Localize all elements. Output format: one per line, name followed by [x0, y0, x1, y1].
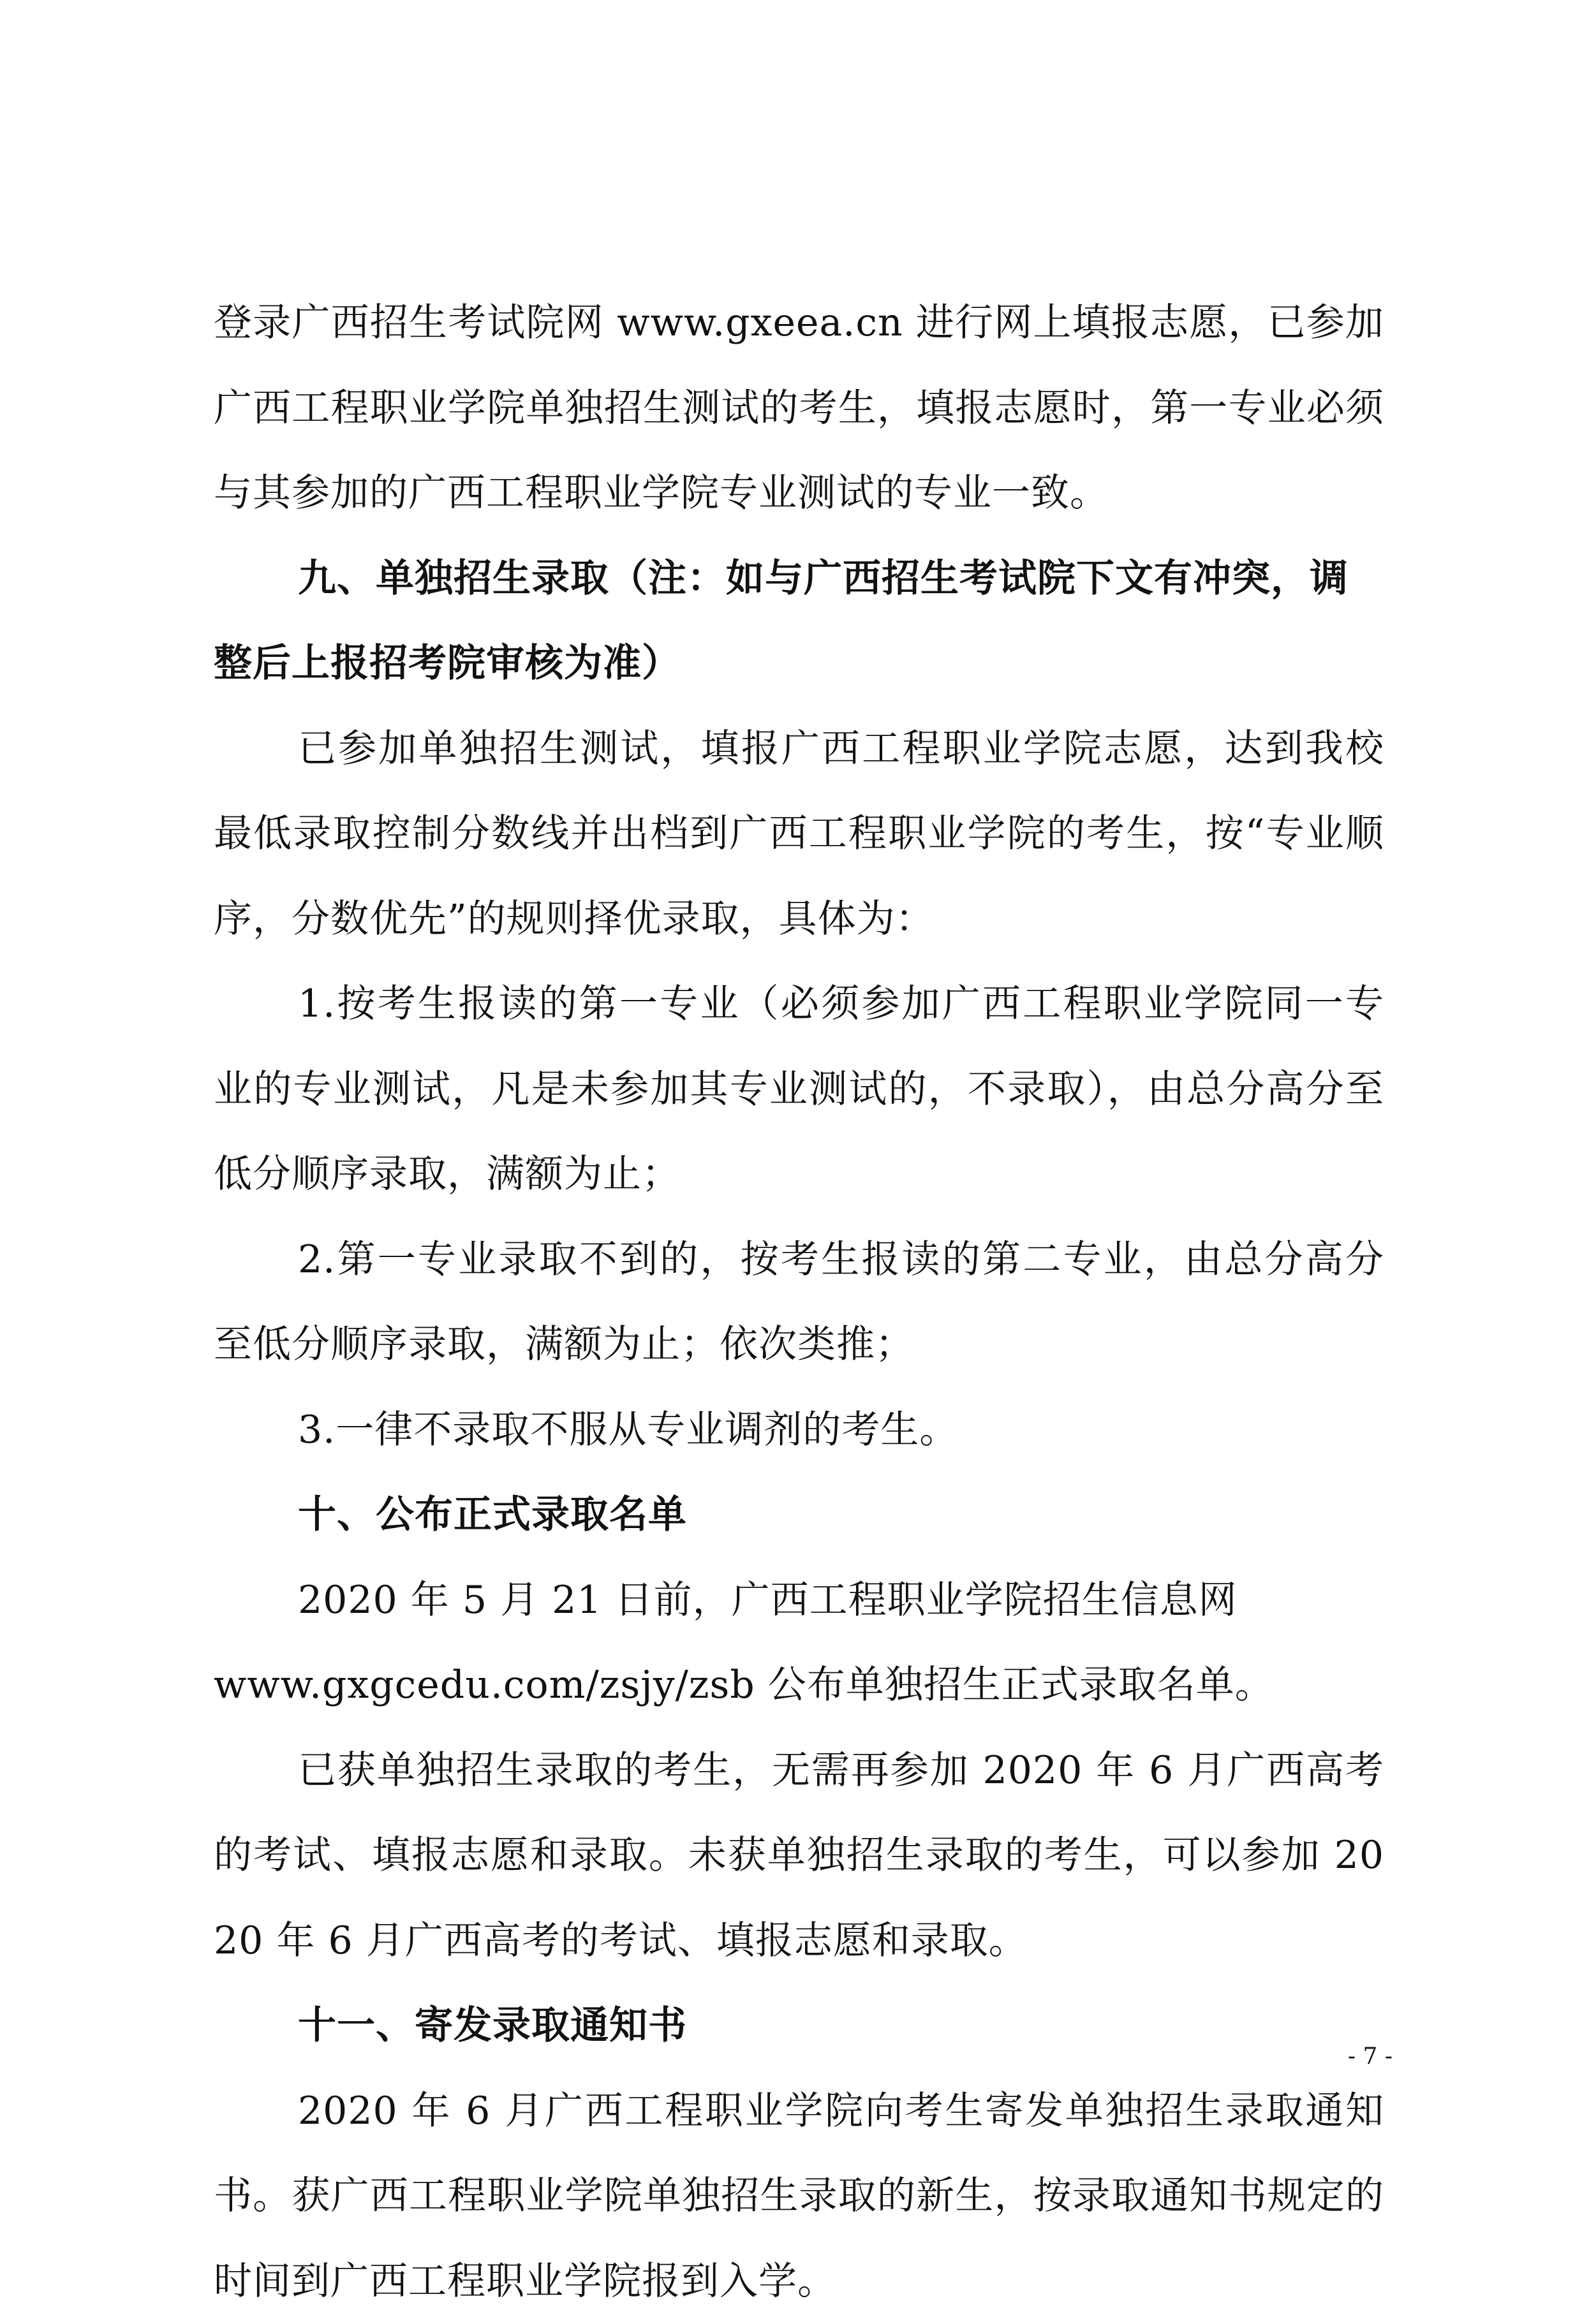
paragraph-rule-three: 3.一律不录取不服从专业调剂的考生。	[214, 1388, 1384, 1473]
heading-section-eleven: 十一、寄发录取通知书	[214, 1983, 1384, 2069]
paragraph-rule-two: 2.第一专业录取不到的，按考生报读的第二专业，由总分高分至低分顺序录取，满额为止；依次类推；	[214, 1217, 1384, 1388]
paragraph-admission-rules: 已参加单独招生测试，填报广西工程职业学院志愿，达到我校最低录取控制分数线并出档到广西工程职业学院的考生，按“专业顺序，分数优先”的规则择优录取，具体为：	[214, 707, 1384, 962]
paragraph-exam-notice: 已获单独招生录取的考生，无需再参加 2020 年 6 月广西高考的考试、填报志愿和录取。未获单独招生录取的考生，可以参加 2020 年 6 月广西高考的考试、填报志愿和录取。	[214, 1728, 1384, 1984]
page-number: - 7 -	[1348, 2043, 1393, 2070]
paragraph-volunteer-registration: 登录广西招生考试院网 www.gxeea.cn 进行网上填报志愿，已参加广西工程职业学院单独招生测试的考生，填报志愿时，第一专业必须与其参加的广西工程职业学院专业测试的专业一致。	[214, 281, 1384, 536]
heading-section-ten: 十、公布正式录取名单	[214, 1473, 1384, 1558]
document-body	[214, 281, 1384, 2324]
heading-section-nine: 九、单独招生录取（注：如与广西招生考试院下文有冲突，调整后上报招考院审核为准）	[214, 536, 1384, 707]
paragraph-rule-one: 1.按考生报读的第一专业（必须参加广西工程职业学院同一专业的专业测试，凡是未参加其专业测试的，不录取），由总分高分至低分顺序录取，满额为止；	[214, 962, 1384, 1217]
paragraph-publish-website: www.gxgcedu.com/zsjy/zsb 公布单独招生正式录取名单。	[214, 1643, 1384, 1728]
paragraph-admission-letter: 2020 年 6 月广西工程职业学院向考生寄发单独招生录取通知书。获广西工程职业学院单独招生录取的新生，按录取通知书规定的时间到广西工程职业学院报到入学。	[214, 2069, 1384, 2324]
paragraph-publish-date: 2020 年 5 月 21 日前，广西工程职业学院招生信息网	[214, 1558, 1384, 1644]
